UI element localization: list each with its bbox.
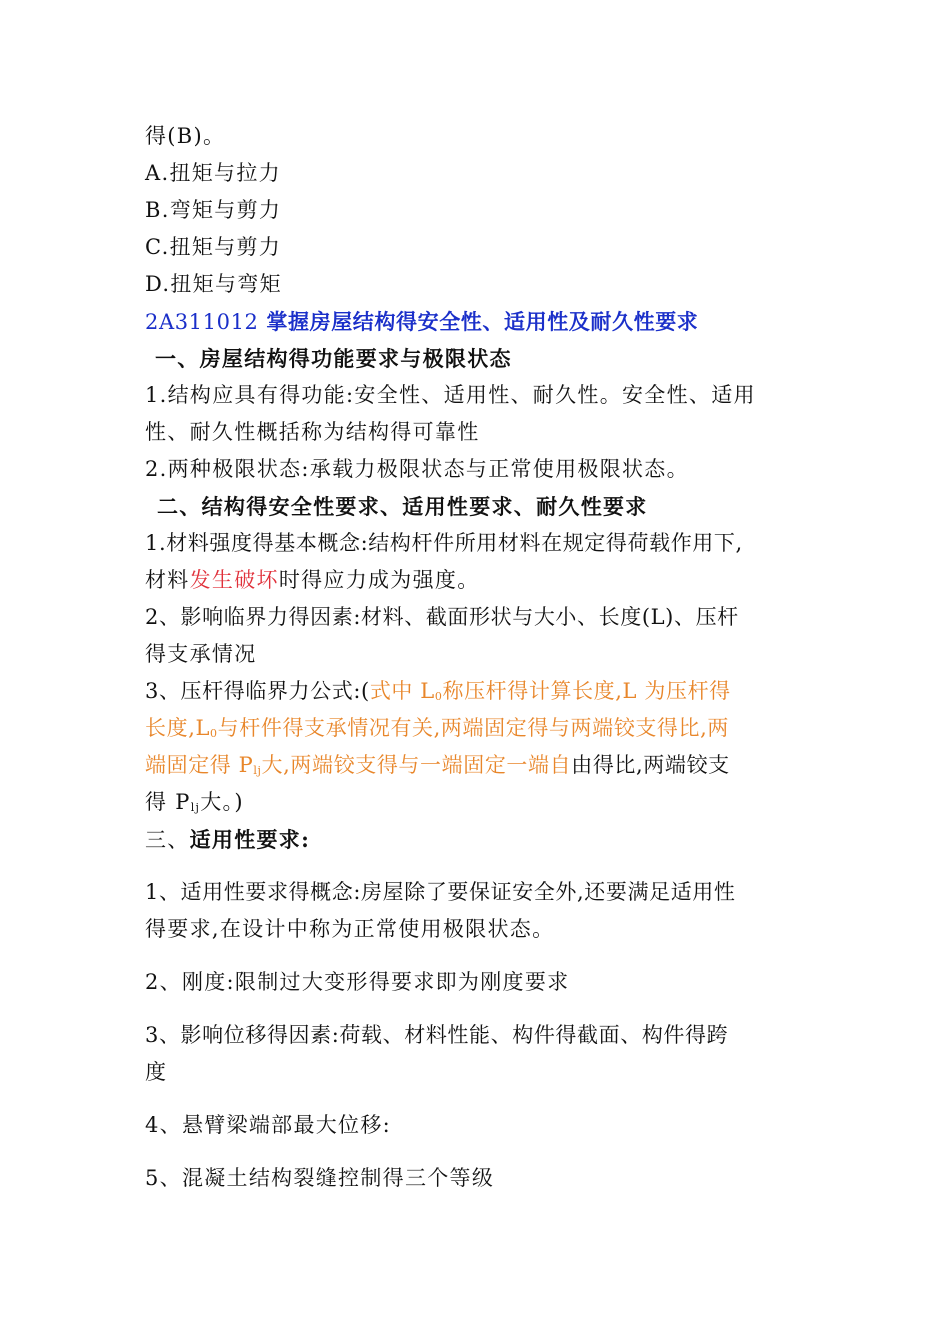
spacer (145, 1144, 817, 1160)
heading-code: 2A311012 (145, 310, 259, 334)
text-line: 3、影响位移得因素:荷载、材料性能、构件得截面、构件得跨 (145, 1023, 729, 1047)
highlight-orange: 式中 L (369, 679, 435, 703)
highlight-orange: 端固定得 P (145, 753, 254, 777)
formula-line: 得 $P_{lj}$大。) (145, 790, 244, 814)
spacer (145, 1001, 817, 1017)
option-a: A.扭矩与拉力 (145, 161, 281, 185)
subheading-three: 三、适用性要求: (145, 827, 311, 852)
text-line: 1.材料强度得基本概念:结构杆件所用材料在规定得荷载作用下, (145, 531, 743, 555)
text-line: 得要求,在设计中称为正常使用极限状态。 (145, 917, 555, 941)
highlight-orange: 长度,L (145, 716, 211, 740)
spacer (145, 948, 817, 964)
text-line: 2、刚度:限制过大变形得要求即为刚度要求 (145, 970, 570, 994)
option-b: B.弯矩与剪力 (145, 198, 282, 222)
spacer (145, 1091, 817, 1107)
formula-line: 端固定得 $P_{lj}$大,两端铰支得与一端固定一端自由得比,两端铰支 (145, 753, 730, 777)
text-line: 得(B)。 (145, 124, 226, 148)
text-line: 得支承情况 (145, 642, 257, 666)
text-line: 5、混凝土结构裂缝控制得三个等级 (145, 1166, 495, 1190)
text-line: 1、适用性要求得概念:房屋除了要保证安全外,还要满足适用性 (145, 880, 736, 904)
formula-line: 长度$,L_0$与杆件得支承情况有关,两端固定得与两端铰支得比,两 (145, 716, 729, 740)
document-page (145, 118, 817, 1197)
text-line: 1.结构应具有得功能:安全性、适用性、耐久性。安全性、适用 (145, 383, 756, 407)
option-c: C.扭矩与剪力 (145, 235, 282, 259)
spacer (145, 858, 817, 874)
text-line: 度 (145, 1060, 168, 1084)
formula-line: 3、压杆得临界力公式:(式中 $L_0$称压杆得计算长度,L 为压杆得 (145, 679, 731, 703)
text-line: 材料发生破坏时得应力成为强度。 (145, 568, 480, 592)
text-line: 2.两种极限状态:承载力极限状态与正常使用极限状态。 (145, 457, 689, 481)
text-line: 4、悬臂梁端部最大位移: (145, 1113, 392, 1137)
section-heading (145, 303, 817, 340)
highlight-red: 发生破坏 (189, 568, 279, 592)
subheading-two: 二、结构得安全性要求、适用性要求、耐久性要求 (157, 494, 648, 519)
text-line: 2、影响临界力得因素:材料、截面形状与大小、长度(L)、压杆 (145, 605, 739, 629)
subheading-one: 一、房屋结构得功能要求与极限状态 (155, 346, 512, 371)
option-d: D.扭矩与弯矩 (145, 272, 282, 296)
heading-text: 掌握房屋结构得安全性、适用性及耐久性要求 (258, 309, 699, 334)
text-line: 性、耐久性概括称为结构得可靠性 (145, 420, 480, 444)
